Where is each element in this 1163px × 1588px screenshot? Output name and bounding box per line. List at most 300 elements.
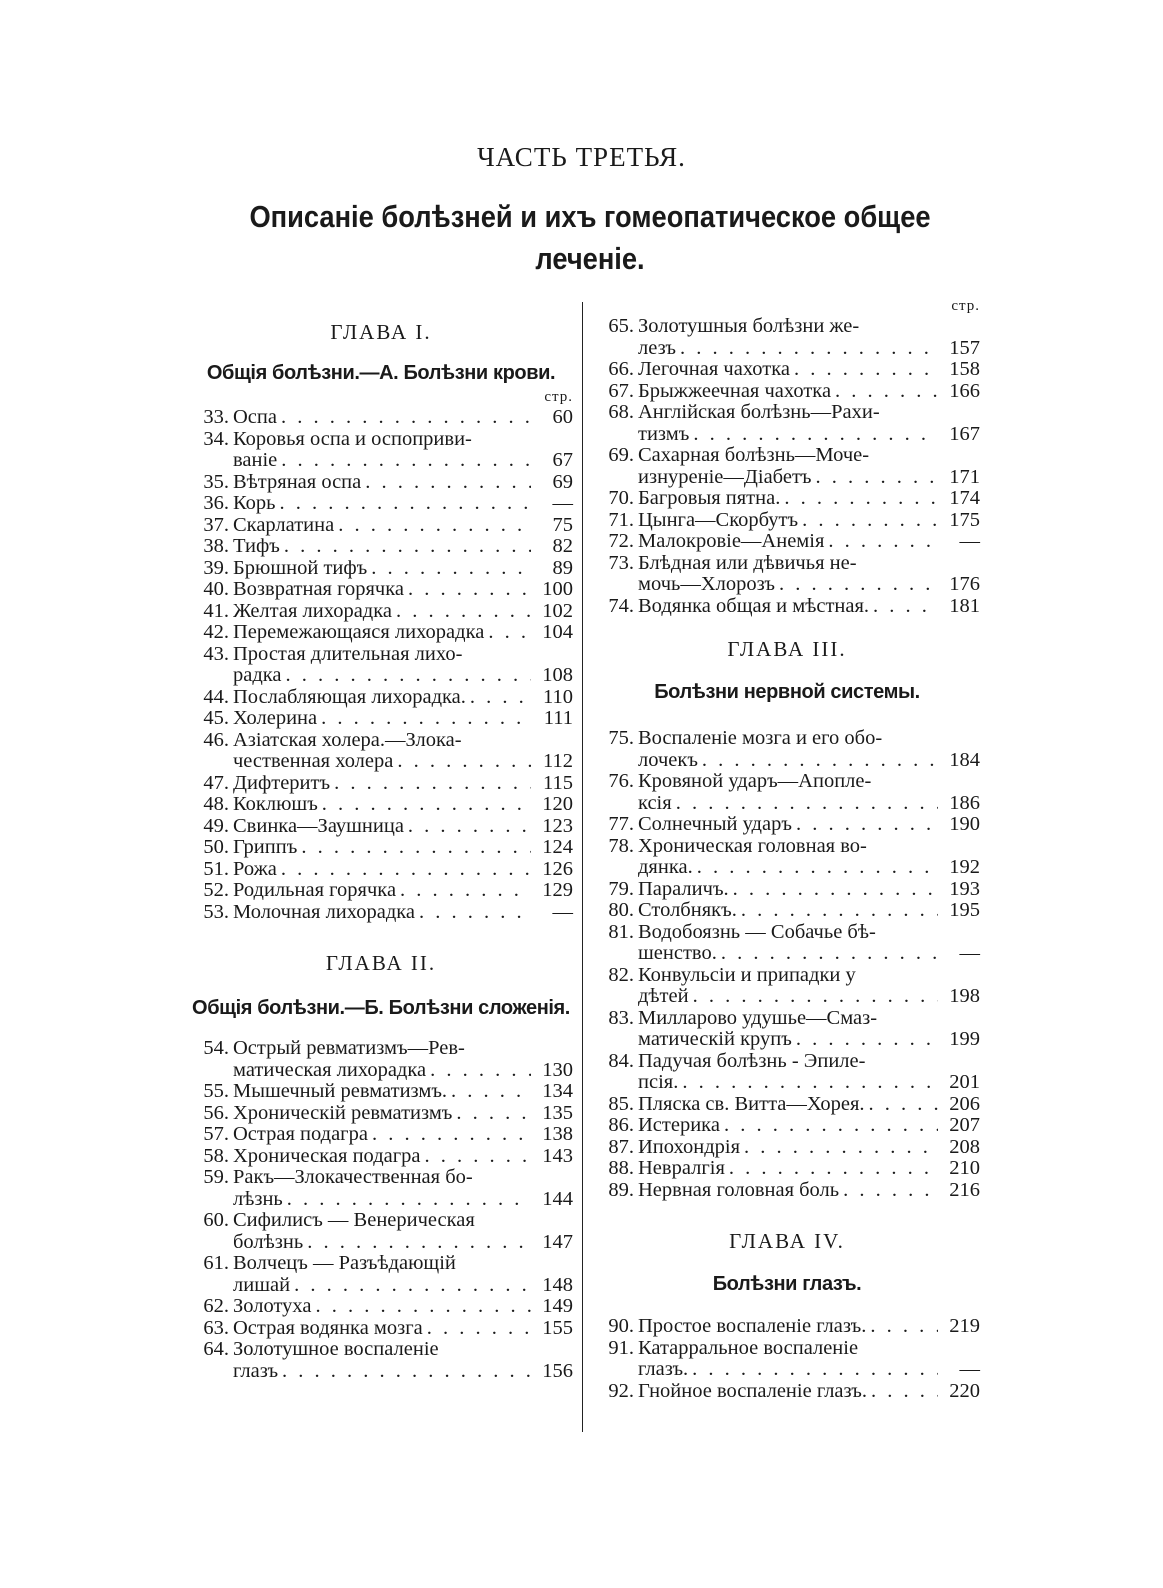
entry-number: 80. [608, 899, 634, 921]
toc-entry [594, 381, 980, 403]
entry-title-line [233, 1361, 531, 1383]
entry-title-text: Мышечный ревматизмъ. [233, 1081, 448, 1102]
page-number-value: 102 [542, 599, 573, 622]
entry-title-text: лочекъ [638, 749, 698, 771]
entry-title-text: Рожа [233, 858, 277, 880]
entry-title-text: Катарральное воспаленіе [638, 1337, 859, 1359]
entry-title-line [233, 665, 531, 687]
entry-title-line [233, 816, 531, 838]
page-number [531, 1124, 573, 1146]
entry-title-line [638, 986, 938, 1008]
entry-title [638, 1008, 938, 1051]
entry-number: 40. [203, 578, 229, 600]
entry-title-text: ваніе [233, 450, 278, 471]
page-number [531, 493, 573, 515]
section-title: Болѣзни глазъ. [712, 1273, 862, 1295]
entry-number: 51. [203, 857, 229, 880]
page-number-value: 184 [949, 748, 980, 771]
entry-number: 61. [203, 1252, 229, 1274]
page-number-value: 120 [542, 793, 573, 815]
dot-leader [676, 793, 938, 815]
entry-title-text: радка [233, 665, 282, 686]
entry-title-line [233, 515, 531, 537]
page-number [531, 1103, 573, 1125]
page-number-value: 135 [542, 1101, 573, 1124]
entry-title-line [233, 1275, 531, 1297]
entry-number: 55. [203, 1080, 229, 1102]
page-number [938, 510, 980, 532]
dot-leader [427, 1318, 531, 1340]
entry-title-text: глазъ. [638, 1359, 689, 1380]
entry-title [233, 816, 531, 838]
page-number-value: 89 [552, 556, 573, 579]
entry-title-text: Блѣдная или дѣвичья не- [638, 552, 857, 574]
entry-title [638, 1316, 938, 1338]
entry-number: 49. [203, 814, 229, 837]
toc-entry [594, 1180, 980, 1202]
toc-entry [189, 644, 573, 687]
entry-title-text: Сифилисъ — Венерическая [233, 1210, 475, 1231]
entry-title-text: Коровья оспа и оспоприви- [233, 428, 472, 450]
entry-title-text: Падучая болѣзнь - Эпиле- [638, 1050, 866, 1072]
entry-title [233, 859, 531, 881]
entry-number: 59. [203, 1166, 229, 1188]
entry-title [233, 429, 531, 472]
entry-title-text: Пляска св. Витта—Хорея. [638, 1093, 865, 1115]
dot-leader [408, 579, 531, 601]
toc-entry [594, 510, 980, 532]
toc-entry [189, 1081, 573, 1103]
page-number-value: 82 [552, 535, 573, 557]
page-number [938, 445, 980, 488]
entry-title [233, 902, 531, 924]
dot-leader [286, 665, 531, 687]
entry-title-text: Кровяной ударъ—Апопле- [638, 771, 872, 792]
entry-number: 88. [608, 1157, 634, 1179]
entry-title-line [638, 359, 938, 381]
toc-entry [189, 1124, 573, 1146]
entry-title-line [233, 644, 531, 666]
page-number [938, 359, 980, 381]
entry-title-line [233, 622, 531, 644]
page-number [531, 837, 573, 859]
entry-title-text: Англійская болѣзнь—Рахи- [638, 402, 880, 423]
entry-title-line [638, 1008, 938, 1030]
dot-leader [281, 450, 531, 472]
page-number-value: 174 [949, 487, 980, 509]
entry-number: 67. [608, 379, 634, 402]
toc-entry [594, 596, 980, 618]
entry-number: 73. [608, 551, 634, 574]
page-number [531, 558, 573, 580]
page-number [531, 429, 573, 472]
entry-title-line [638, 1137, 938, 1159]
entry-number: 36. [203, 492, 229, 514]
entry-number: 53. [203, 900, 229, 923]
entry-title-line [233, 1232, 531, 1254]
entry-title-line [233, 1318, 531, 1340]
page-number-value: 198 [949, 985, 980, 1007]
entry-title-line [233, 1103, 531, 1125]
entry-title-line [638, 316, 938, 338]
page-number-value: 220 [949, 1379, 980, 1402]
entry-title [638, 1180, 938, 1202]
entry-number: 64. [203, 1338, 229, 1360]
entry-number: 34. [203, 427, 229, 450]
page-number-value: 176 [949, 573, 980, 595]
entry-title-text: Острая водянка мозга [233, 1317, 423, 1339]
toc-entry [594, 1338, 980, 1381]
page-number [531, 859, 573, 881]
page-number [531, 515, 573, 537]
entry-number: 82. [608, 963, 634, 986]
entry-title [638, 1137, 938, 1159]
entry-title [638, 553, 938, 596]
toc-entry [189, 515, 573, 537]
page-number-value: 130 [542, 1058, 573, 1081]
entry-title-text: тизмъ [638, 423, 690, 445]
entry-number: 57. [203, 1123, 229, 1145]
dot-leader [451, 1081, 531, 1103]
entry-number: 81. [608, 920, 634, 943]
entry-title [233, 1253, 531, 1296]
entry-number: 75. [608, 727, 634, 749]
page-number-value: 60 [552, 406, 573, 428]
entry-title-text: Возвратная горячка [233, 579, 404, 600]
section-title: Болѣзни нервной системы. [654, 681, 920, 703]
section-title: Общія болѣзни.—А. Болѣзни крови. [206, 362, 556, 384]
page-number [531, 708, 573, 730]
dot-leader [396, 601, 531, 623]
entry-number: 58. [203, 1144, 229, 1167]
entry-title-line [233, 579, 531, 601]
page-number [938, 922, 980, 965]
entry-title [233, 579, 531, 601]
page-number [531, 1296, 573, 1318]
page-number-value: 199 [949, 1028, 980, 1050]
entry-title-line [638, 574, 938, 596]
page-number [938, 1094, 980, 1116]
page-number [938, 1051, 980, 1094]
entry-title [638, 879, 938, 901]
entry-title-text: лишай [233, 1274, 291, 1296]
page-number [938, 814, 980, 836]
entry-number: 83. [608, 1006, 634, 1029]
page-number-value: 111 [543, 707, 573, 729]
toc-entry [189, 1103, 573, 1125]
entry-title-line [638, 1316, 938, 1338]
entry-title-line [638, 814, 938, 836]
toc-entry [594, 1381, 980, 1403]
entry-title [233, 708, 531, 730]
entry-title-text: мочь—Хлорозъ [638, 574, 775, 595]
page-number [531, 1210, 573, 1253]
dot-leader [419, 902, 531, 924]
entry-number: 47. [203, 771, 229, 794]
entry-number: 76. [608, 770, 634, 792]
dot-leader [371, 558, 531, 580]
dot-leader [294, 1275, 531, 1297]
page-number-value: — [959, 530, 980, 552]
left-column [189, 320, 573, 1382]
entry-title [638, 510, 938, 532]
page-number-value: 143 [542, 1144, 573, 1167]
entry-title-text: Цынга—Скорбутъ [638, 509, 799, 531]
toc-entry [594, 553, 980, 596]
entry-title [233, 1210, 531, 1253]
dot-leader [721, 943, 938, 965]
entry-title-line [233, 837, 531, 859]
page-number [938, 1180, 980, 1202]
toc-entry [189, 687, 573, 709]
entry-title-text: шенство. [638, 943, 717, 964]
entry-number: 92. [608, 1379, 634, 1402]
toc-entry [594, 316, 980, 359]
page-number-value: 108 [542, 664, 573, 686]
page-number-value: 104 [542, 621, 573, 643]
entry-title-text: Солнечный ударъ [638, 814, 792, 835]
entry-number: 86. [608, 1114, 634, 1136]
entry-title-text: Ипохондрія [638, 1136, 741, 1158]
dot-leader [796, 814, 938, 836]
dot-leader [400, 880, 531, 902]
chapter-heading: ГЛАВА IV. [729, 1229, 845, 1253]
entry-title-text: Хроническій ревматизмъ [233, 1102, 453, 1124]
page-number [938, 488, 980, 510]
toc-entry [594, 1316, 980, 1338]
entry-title-text: Острая подагра [233, 1124, 368, 1145]
page-number-value: 147 [542, 1230, 573, 1253]
entry-number: 35. [203, 470, 229, 493]
entry-title-text: дѣтей [638, 986, 689, 1007]
entry-title-text: ксія [638, 792, 672, 814]
entry-title [233, 1146, 531, 1168]
entry-title-line [638, 1359, 938, 1381]
column-divider [582, 302, 583, 1432]
toc-entry [594, 402, 980, 445]
entry-number: 50. [203, 836, 229, 858]
dot-leader [796, 1029, 938, 1051]
page-number-value: 175 [949, 508, 980, 531]
entry-title [638, 1051, 938, 1094]
entry-title [638, 900, 938, 922]
toc-entry [594, 1008, 980, 1051]
entry-title-text: Перемежающаяся лихорадка [233, 622, 485, 643]
page-number [531, 1253, 573, 1296]
entry-title-line [638, 1338, 938, 1360]
toc-entry [594, 1051, 980, 1094]
entry-title-text: Гнойное воспаленіе глазъ. [638, 1380, 867, 1402]
entry-title-text: лѣзнь [233, 1188, 283, 1210]
toc-entry [189, 1038, 573, 1081]
toc-entry [189, 1210, 573, 1253]
entry-title-line [638, 424, 938, 446]
page-number [531, 1339, 573, 1382]
page-number-value: 219 [949, 1315, 980, 1337]
entry-title-line [233, 472, 531, 494]
page-number-value: 158 [949, 358, 980, 380]
toc-entry [189, 429, 573, 472]
dot-leader [724, 1115, 938, 1137]
entry-title-text: Родильная горячка [233, 880, 397, 901]
entry-title-line [638, 1029, 938, 1051]
dot-leader [334, 773, 531, 795]
entry-title-text: Дифтеритъ [233, 772, 331, 794]
toc-entry [189, 730, 573, 773]
entry-title-text: Водобоязнь — Собачье бѣ- [638, 921, 876, 943]
page-number-value: 67 [552, 449, 573, 471]
entry-number: 65. [608, 315, 634, 337]
entry-title-text: изнуреніе—Діабетъ [638, 466, 812, 488]
entry-number: 84. [608, 1049, 634, 1072]
page-number-value: 100 [542, 578, 573, 600]
entry-number: 63. [203, 1316, 229, 1339]
page-number [938, 771, 980, 814]
entry-title-text: Гриппъ [233, 837, 298, 858]
entry-title [638, 316, 938, 359]
toc-entry [189, 902, 573, 924]
page-number-value: 124 [542, 836, 573, 858]
entry-title-text: Золотушное воспаленіе [233, 1339, 439, 1360]
page-number [531, 1318, 573, 1340]
entry-number: 87. [608, 1135, 634, 1158]
toc-entry [189, 579, 573, 601]
entry-title-line [233, 536, 531, 558]
entry-title-line [233, 1296, 531, 1318]
page-number [531, 601, 573, 623]
toc-entry [594, 814, 980, 836]
entry-number: 68. [608, 401, 634, 423]
dot-leader [692, 1359, 938, 1381]
entry-title-line [233, 1038, 531, 1060]
entry-number: 39. [203, 556, 229, 579]
chapter-heading: ГЛАВА I. [330, 320, 432, 344]
toc-entry [594, 836, 980, 879]
page-number [531, 730, 573, 773]
page-number [531, 622, 573, 644]
entry-title-line [233, 880, 531, 902]
page-number-value: 156 [542, 1359, 573, 1382]
entry-title [638, 814, 938, 836]
dot-leader [338, 515, 531, 537]
entry-title-text: Невралгія [638, 1158, 725, 1179]
toc-entry [189, 773, 573, 795]
entry-title-text: Желтая лихорадка [233, 600, 392, 622]
entry-number: 78. [608, 834, 634, 857]
dot-leader [280, 493, 531, 515]
chapter-heading: ГЛАВА II. [325, 951, 437, 975]
toc-entry [189, 536, 573, 558]
page-number [531, 687, 573, 709]
page-number [938, 836, 980, 879]
entry-title-text: Брюшной тифъ [233, 557, 368, 579]
toc-entry [594, 1094, 980, 1116]
page-number [531, 816, 573, 838]
page-number [938, 531, 980, 553]
entry-title-line [638, 836, 938, 858]
dot-leader [816, 467, 939, 489]
dot-leader [835, 381, 938, 403]
page-number-value: 190 [949, 813, 980, 835]
entry-title-text: чественная холера [233, 751, 394, 772]
entry-title [638, 359, 938, 381]
page-number [531, 407, 573, 429]
entry-title [638, 771, 938, 814]
entry-title-text: Послабляющая лихорадка. [233, 686, 466, 708]
dot-leader [321, 708, 531, 730]
entry-title [233, 558, 531, 580]
toc-entry [594, 965, 980, 1008]
page-number [531, 536, 573, 558]
page-number-value: 201 [949, 1071, 980, 1093]
dot-leader [301, 837, 531, 859]
entry-title [233, 1081, 531, 1103]
page-number [938, 596, 980, 618]
entry-number: 48. [203, 793, 229, 815]
entry-number: 41. [203, 599, 229, 622]
toc-entry [189, 1253, 573, 1296]
entry-title-line [638, 553, 938, 575]
page-number [938, 728, 980, 771]
page-number-value: — [959, 1358, 980, 1380]
entry-title-line [638, 381, 938, 403]
entry-number: 70. [608, 487, 634, 509]
entry-title-text: псія. [638, 1072, 679, 1093]
page-number [938, 879, 980, 901]
entry-title-line [233, 1060, 531, 1082]
page-number-value: 75 [552, 513, 573, 536]
right-column [594, 296, 980, 1402]
dot-leader [430, 1060, 531, 1082]
entry-title-text: дянка. [638, 857, 693, 878]
entry-title-text: Азіатская холера.—Злока- [233, 729, 462, 751]
entry-title-text: Багровыя пятна. [638, 488, 781, 509]
entry-title-line [233, 687, 531, 709]
entry-number: 71. [608, 508, 634, 531]
entry-number: 37. [203, 513, 229, 536]
page-column-label: стр. [544, 389, 573, 405]
entry-title [233, 472, 531, 494]
entry-title-line [638, 943, 938, 965]
entry-title [638, 381, 938, 403]
entry-title-line [233, 493, 531, 515]
page-number-value: 112 [543, 750, 573, 772]
entry-title [638, 965, 938, 1008]
entry-title-line [638, 445, 938, 467]
entry-title-line [638, 1158, 938, 1180]
page-number-value: 148 [542, 1273, 573, 1296]
entry-title-text: Милларово удушье—Смаз- [638, 1007, 878, 1029]
entry-title-text: глазъ [233, 1360, 279, 1382]
dot-leader [365, 472, 531, 494]
toc-entry [594, 531, 980, 553]
entry-title-text: Вѣтряная оспа [233, 471, 362, 493]
toc-entry [189, 794, 573, 816]
page-number-value: 123 [542, 814, 573, 837]
entry-title [638, 1381, 938, 1403]
entry-title-text: Коклюшъ [233, 794, 318, 815]
page-number [531, 644, 573, 687]
entry-title-text: Тифъ [233, 536, 280, 557]
page-number-value: 171 [949, 465, 980, 488]
entry-number: 90. [608, 1315, 634, 1337]
page-number [938, 553, 980, 596]
entry-title [233, 1103, 531, 1125]
entry-title-text: Параличъ. [638, 878, 729, 900]
page-number [938, 1316, 980, 1338]
dot-leader [408, 816, 531, 838]
page-number [531, 773, 573, 795]
